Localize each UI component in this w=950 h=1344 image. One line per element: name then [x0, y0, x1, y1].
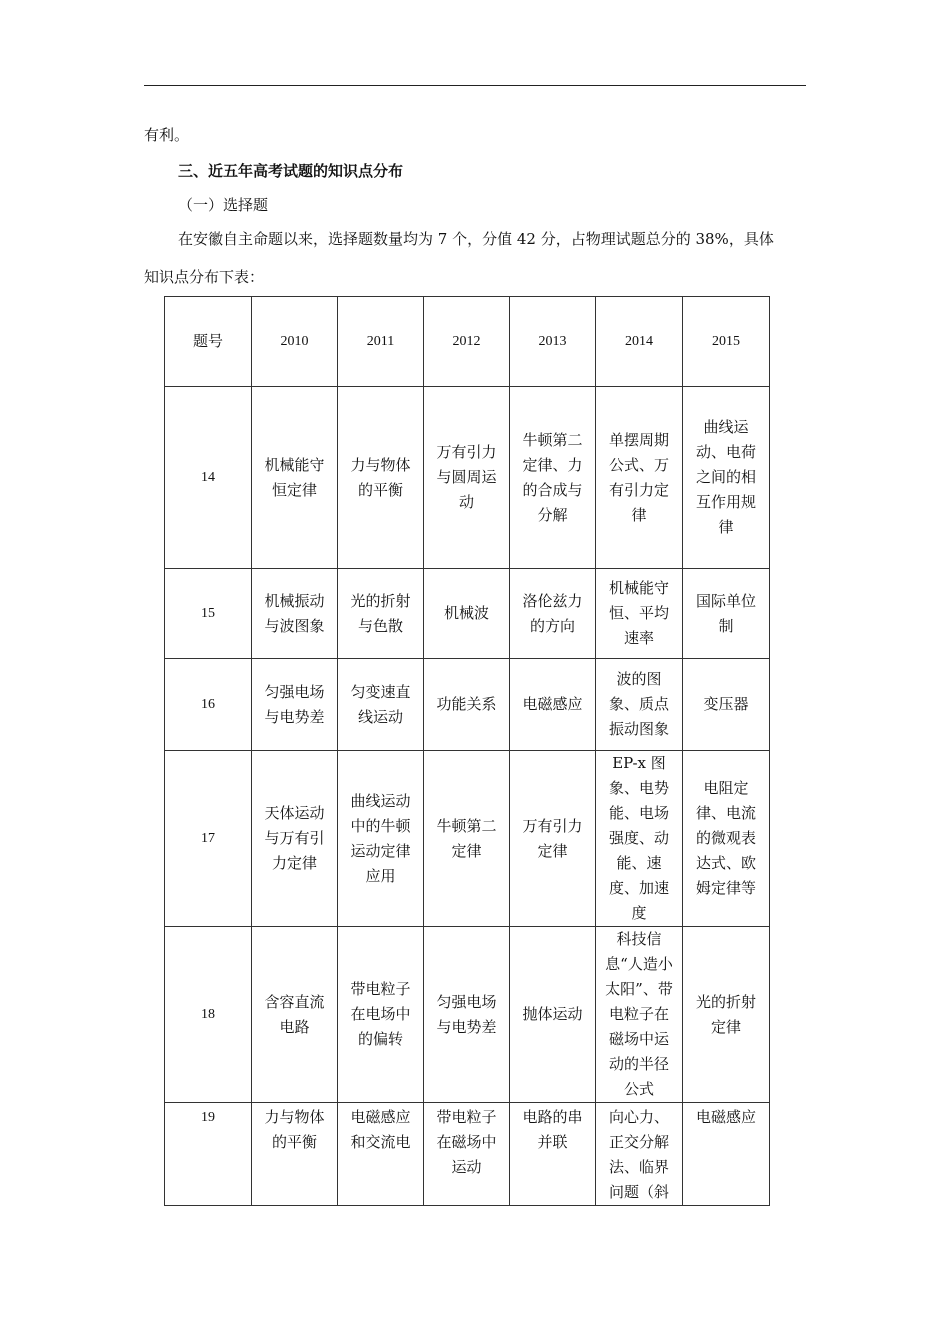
table-cell: 洛伦兹力的方向: [510, 569, 596, 659]
table-cell: 光的折射与色散: [338, 569, 424, 659]
table-cell: EP-x 图象、电势能、电场强度、动能、速度、加速度: [596, 751, 683, 927]
table-cell: 单摆周期公式、万有引力定律: [596, 387, 683, 569]
table-cell: 万有引力与圆周运动: [424, 387, 510, 569]
table-cell: 变压器: [683, 659, 770, 751]
header-cell: 2011: [338, 297, 424, 387]
header-cell: 2010: [252, 297, 338, 387]
intro-paragraph-line2: 知识点分布下表：: [144, 268, 265, 286]
table-cell: 机械振动与波图象: [252, 569, 338, 659]
table-cell: 电路的串并联: [510, 1103, 596, 1206]
header-cell: 2012: [424, 297, 510, 387]
table-cell: 机械能守恒定律: [252, 387, 338, 569]
table-cell: 曲线运动、电荷之间的相互作用规律: [683, 387, 770, 569]
table-cell: 万有引力定律: [510, 751, 596, 927]
table-cell: 匀强电场与电势差: [252, 659, 338, 751]
knowledge-distribution-table: [164, 296, 770, 1206]
table-cell: 含容直流电路: [252, 927, 338, 1103]
header-cell: 2013: [510, 297, 596, 387]
table-cell: 机械能守恒、平均速率: [596, 569, 683, 659]
table-cell: 电磁感应: [683, 1103, 770, 1206]
table-row: [165, 751, 770, 927]
table-cell: 向心力、正交分解法、临界问题（斜: [596, 1103, 683, 1206]
table-cell: 波的图象、质点振动图象: [596, 659, 683, 751]
section-heading: 三、近五年高考试题的知识点分布: [178, 162, 404, 180]
table-cell: 电阻定律、电流的微观表达式、欧姆定律等: [683, 751, 770, 927]
table-header-row: [165, 297, 770, 387]
header-cell: 2014: [596, 297, 683, 387]
header-cell: 题号: [165, 297, 252, 387]
table-cell: 匀变速直线运动: [338, 659, 424, 751]
table-row: [165, 659, 770, 751]
intro-paragraph-line1: 在安徽自主命题以来，选择题数量均为 7 个，分值 42 分，占物理试题总分的 38%，具体: [178, 230, 774, 248]
table-cell: 19: [165, 1103, 252, 1206]
continuation-text: 有利。: [144, 126, 190, 144]
table-cell: 匀强电场与电势差: [424, 927, 510, 1103]
table-row: [165, 1103, 770, 1206]
table-cell: 力与物体的平衡: [338, 387, 424, 569]
table-cell: 国际单位制: [683, 569, 770, 659]
table-cell: 抛体运动: [510, 927, 596, 1103]
table-cell: 16: [165, 659, 252, 751]
table-cell: 功能关系: [424, 659, 510, 751]
table-cell: 力与物体的平衡: [252, 1103, 338, 1206]
table-row: [165, 387, 770, 569]
table-cell: 带电粒子在电场中的偏转: [338, 927, 424, 1103]
table-cell: 牛顿第二定律: [424, 751, 510, 927]
header-cell: 2015: [683, 297, 770, 387]
table-cell: 电磁感应和交流电: [338, 1103, 424, 1206]
subsection-heading: （一）选择题: [178, 196, 269, 214]
table-cell: 光的折射定律: [683, 927, 770, 1103]
table-cell: 科技信息“人造小太阳”、带电粒子在磁场中运动的半径公式: [596, 927, 683, 1103]
header-rule: [144, 85, 806, 86]
table-cell: 17: [165, 751, 252, 927]
table-cell: 牛顿第二定律、力的合成与分解: [510, 387, 596, 569]
table-row: [165, 569, 770, 659]
table-row: [165, 927, 770, 1103]
table-cell: 天体运动与万有引力定律: [252, 751, 338, 927]
table-cell: 带电粒子在磁场中运动: [424, 1103, 510, 1206]
table-cell: 14: [165, 387, 252, 569]
table-cell: 18: [165, 927, 252, 1103]
table-cell: 曲线运动中的牛顿运动定律应用: [338, 751, 424, 927]
table-cell: 机械波: [424, 569, 510, 659]
table-cell: 15: [165, 569, 252, 659]
table-cell: 电磁感应: [510, 659, 596, 751]
